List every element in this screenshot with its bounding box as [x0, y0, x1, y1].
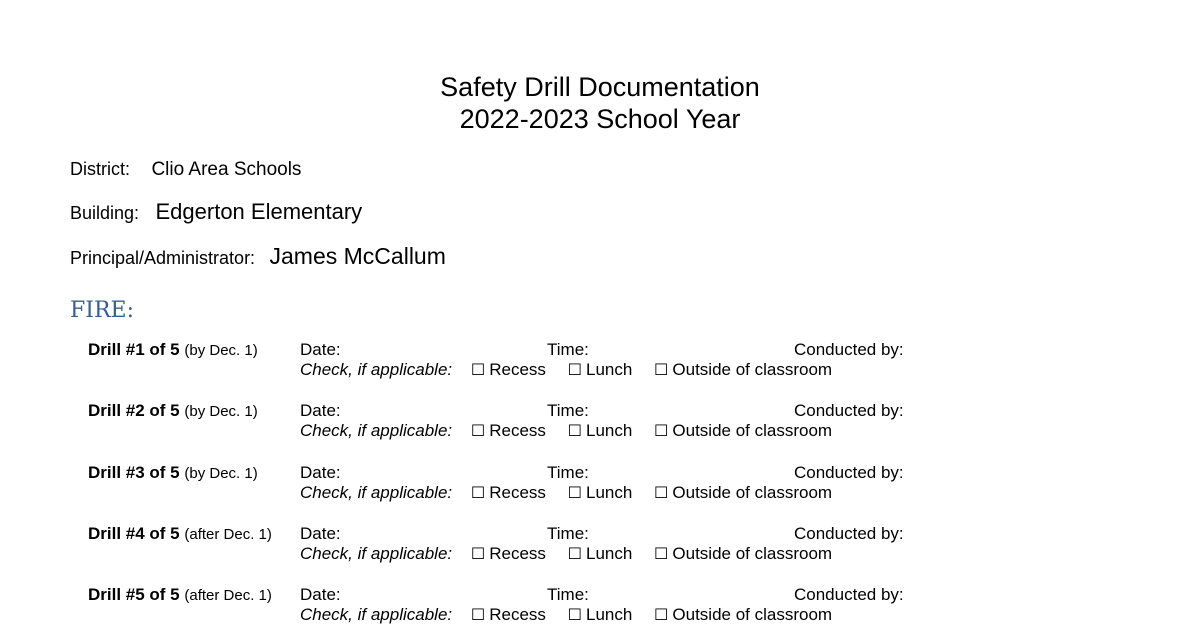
checkbox-icon[interactable]: ☐	[567, 544, 582, 563]
outside-option[interactable]	[654, 605, 832, 625]
time-label: Time:	[547, 463, 589, 482]
checkbox-icon[interactable]: ☐	[470, 605, 486, 624]
building-value: Edgerton Elementary	[155, 199, 363, 224]
check-options-row	[300, 544, 849, 564]
outside-label: Outside of classroom	[672, 544, 833, 563]
recess-option[interactable]	[471, 360, 546, 380]
drill-name	[88, 585, 272, 605]
outside-option[interactable]	[654, 360, 832, 380]
lunch-label: Lunch	[585, 605, 633, 624]
lunch-option[interactable]	[568, 483, 633, 503]
recess-label: Recess	[489, 421, 546, 440]
recess-option[interactable]	[471, 544, 546, 564]
lunch-option[interactable]	[568, 360, 633, 380]
drill-entry	[0, 585, 1200, 629]
drill-entry	[0, 340, 1200, 384]
drill-entry	[0, 524, 1200, 568]
checkbox-icon[interactable]: ☐	[470, 360, 486, 379]
outside-label: Outside of classroom	[672, 360, 833, 379]
conducted-by-label: Conducted by:	[794, 463, 904, 482]
check-prompt: Check, if applicable:	[300, 421, 453, 440]
drill-name	[88, 340, 258, 360]
conducted-by-label: Conducted by:	[794, 340, 904, 359]
lunch-label: Lunch	[585, 421, 633, 440]
check-prompt: Check, if applicable:	[300, 483, 453, 502]
recess-option[interactable]	[471, 421, 546, 441]
lunch-label: Lunch	[585, 483, 633, 502]
recess-option[interactable]	[471, 605, 546, 625]
check-prompt: Check, if applicable:	[300, 605, 453, 624]
drill-deadline: (after Dec. 1)	[184, 587, 272, 604]
district-value: Clio Area Schools	[151, 159, 302, 180]
drill-title: Drill #4 of 5	[88, 524, 180, 543]
recess-label: Recess	[489, 360, 546, 379]
building-label: Building:	[70, 203, 140, 223]
recess-label: Recess	[489, 483, 546, 502]
drill-title: Drill #5 of 5	[88, 585, 180, 604]
date-label: Date:	[300, 401, 341, 420]
date-label: Date:	[300, 585, 341, 604]
recess-label: Recess	[489, 544, 546, 563]
drill-deadline: (by Dec. 1)	[184, 403, 258, 420]
check-prompt: Check, if applicable:	[300, 360, 453, 379]
drill-title: Drill #2 of 5	[88, 401, 180, 420]
checkbox-icon[interactable]: ☐	[567, 421, 582, 440]
checkbox-icon[interactable]: ☐	[567, 483, 582, 502]
outside-label: Outside of classroom	[672, 483, 833, 502]
conducted-by-label: Conducted by:	[794, 401, 904, 420]
time-label: Time:	[547, 585, 589, 604]
principal-row	[70, 243, 446, 270]
checkbox-icon[interactable]: ☐	[567, 360, 582, 379]
fire-section-heading: FIRE:	[70, 298, 134, 323]
outside-option[interactable]	[654, 483, 832, 503]
date-label: Date:	[300, 524, 341, 543]
check-options-row	[300, 483, 849, 503]
checkbox-icon[interactable]: ☐	[654, 421, 669, 440]
principal-label: Principal/Administrator:	[70, 248, 256, 268]
lunch-option[interactable]	[568, 421, 633, 441]
checkbox-icon[interactable]: ☐	[654, 605, 669, 624]
outside-label: Outside of classroom	[672, 421, 833, 440]
outside-option[interactable]	[654, 421, 832, 441]
checkbox-icon[interactable]: ☐	[567, 605, 582, 624]
conducted-by-label: Conducted by:	[794, 524, 904, 543]
drill-deadline: (after Dec. 1)	[184, 526, 272, 543]
outside-label: Outside of classroom	[672, 605, 833, 624]
checkbox-icon[interactable]: ☐	[470, 544, 486, 563]
conducted-by-label: Conducted by:	[794, 585, 904, 604]
drill-name	[88, 401, 258, 421]
checkbox-icon[interactable]: ☐	[654, 360, 669, 379]
checkbox-icon[interactable]: ☐	[654, 483, 669, 502]
time-label: Time:	[547, 401, 589, 420]
principal-value: James McCallum	[269, 243, 446, 269]
outside-option[interactable]	[654, 544, 832, 564]
check-prompt: Check, if applicable:	[300, 544, 453, 563]
drill-title: Drill #1 of 5	[88, 340, 180, 359]
check-options-row	[300, 605, 849, 625]
lunch-label: Lunch	[585, 544, 633, 563]
checkbox-icon[interactable]: ☐	[470, 421, 486, 440]
checkbox-icon[interactable]: ☐	[470, 483, 486, 502]
lunch-option[interactable]	[568, 605, 633, 625]
recess-label: Recess	[489, 605, 546, 624]
drill-deadline: (by Dec. 1)	[184, 465, 258, 482]
district-row	[70, 159, 301, 181]
time-label: Time:	[547, 524, 589, 543]
drill-entry	[0, 463, 1200, 507]
recess-option[interactable]	[471, 483, 546, 503]
date-label: Date:	[300, 463, 341, 482]
checkbox-icon[interactable]: ☐	[654, 544, 669, 563]
school-year-subtitle: 2022-2023 School Year	[459, 104, 741, 134]
district-label: District:	[70, 159, 130, 179]
lunch-label: Lunch	[585, 360, 633, 379]
document-title: Safety Drill Documentation	[440, 72, 760, 102]
time-label: Time:	[547, 340, 589, 359]
drill-entry	[0, 401, 1200, 445]
building-row	[70, 199, 362, 225]
drill-name	[88, 524, 272, 544]
check-options-row	[300, 421, 849, 441]
drill-name	[88, 463, 258, 483]
lunch-option[interactable]	[568, 544, 633, 564]
date-label: Date:	[300, 340, 341, 359]
check-options-row	[300, 360, 849, 380]
drill-title: Drill #3 of 5	[88, 463, 180, 482]
drill-deadline: (by Dec. 1)	[184, 342, 258, 359]
